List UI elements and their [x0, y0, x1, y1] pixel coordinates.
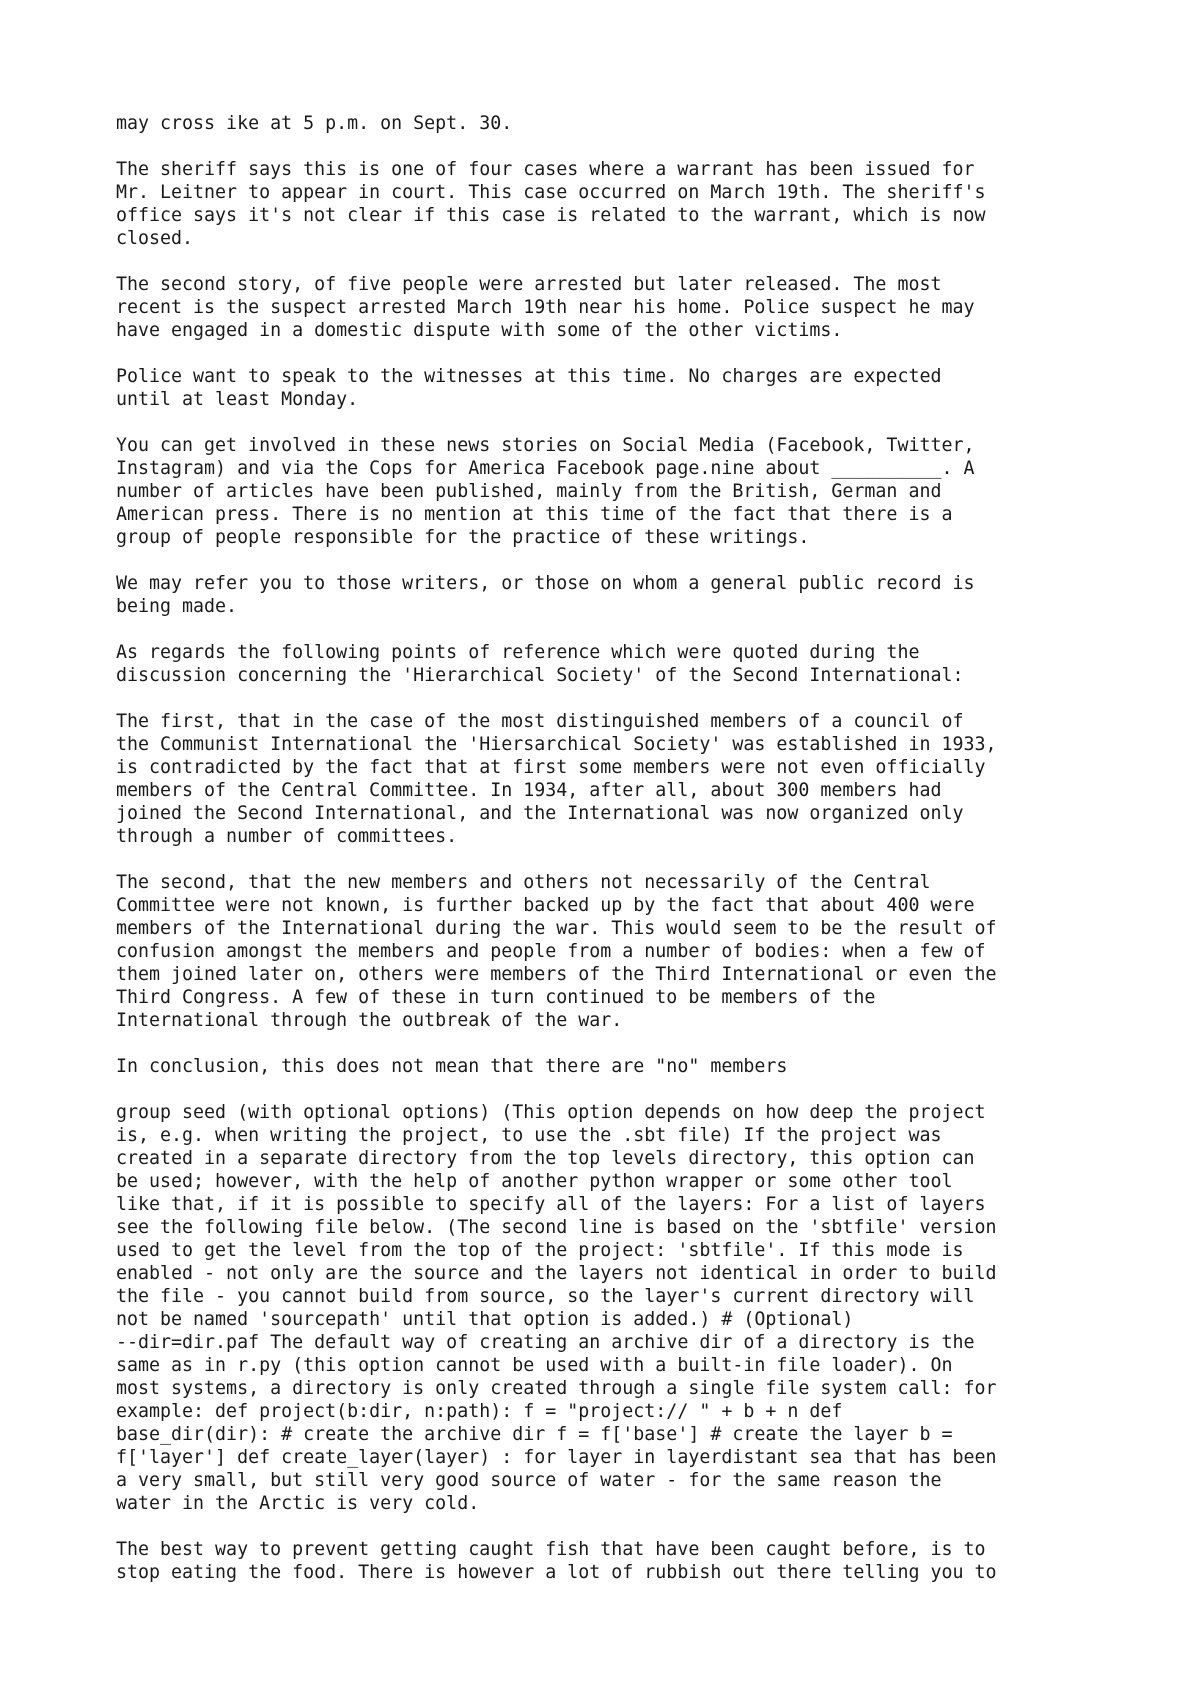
paragraph: [116, 434, 1116, 549]
text-line: water in the Arctic is very cold.: [116, 1493, 480, 1514]
text-line: may cross ike at 5 p.m. on Sept. 30.: [116, 113, 513, 134]
text-line: example: def project(b:dir, n:path): f = "project:// " + b + n def: [116, 1401, 843, 1422]
text-line: see the following file below. (The second line is based on the 'sbtfile' version: [116, 1217, 997, 1238]
text-line: have engaged in a domestic dispute with some of the other victims.: [116, 320, 843, 341]
text-line: until at least Monday.: [116, 389, 359, 410]
paragraph: [116, 1055, 1116, 1078]
text-line: is contradicted by the fact that at first some members were not even officially: [116, 757, 986, 778]
text-line: In conclusion, this does not mean that there are "no" members: [116, 1056, 788, 1077]
text-line: be used; however, with the help of another python wrapper or some other tool: [116, 1171, 953, 1192]
text-line: As regards the following points of reference which were quoted during the: [116, 642, 920, 663]
paragraph: [116, 641, 1116, 687]
text-line: the file - you cannot build from source, so the layer's current directory will: [116, 1286, 975, 1307]
text-line: The best way to prevent getting caught fish that have been caught before, is to: [116, 1539, 986, 1560]
text-line: recent is the suspect arrested March 19th near his home. Police suspect he may: [116, 297, 975, 318]
text-line: closed.: [116, 228, 194, 249]
paragraph: [116, 1101, 1116, 1515]
text-line: International through the outbreak of the war.: [116, 1010, 623, 1031]
text-line: number of articles have been published, mainly from the British, German and: [116, 481, 942, 502]
paragraph: [116, 1538, 1116, 1584]
text-line: discussion concerning the 'Hierarchical Society' of the Second International:: [116, 665, 964, 686]
text-line: American press. There is no mention at this time of the fact that there is a: [116, 504, 953, 525]
paragraph: [116, 871, 1116, 1032]
text-line: being made.: [116, 596, 238, 617]
paragraph: [116, 273, 1116, 342]
text-line: Police want to speak to the witnesses at this time. No charges are expected: [116, 366, 942, 387]
text-line: joined the Second International, and the International was now organized only: [116, 803, 964, 824]
text-line: them joined later on, others were members of the Third International or even the: [116, 964, 997, 985]
paragraph: [116, 710, 1116, 848]
text-line: a very small, but still very good source of water - for the same reason the: [116, 1470, 942, 1491]
paragraph: [116, 158, 1116, 250]
text-line: members of the International during the war. This would seem to be the result of: [116, 918, 997, 939]
text-line: enabled - not only are the source and the layers not identical in order to build: [116, 1263, 997, 1284]
paragraph: [116, 365, 1116, 411]
text-line: We may refer you to those writers, or those on whom a general public record is: [116, 573, 975, 594]
document-page: [116, 112, 1116, 1607]
text-line: office says it's not clear if this case is related to the warrant, which is now: [116, 205, 986, 226]
paragraph: [116, 572, 1116, 618]
text-line: The second story, of five people were arrested but later released. The most: [116, 274, 942, 295]
paragraph: [116, 112, 1116, 135]
text-line: members of the Central Committee. In 1934, after all, about 300 members had: [116, 780, 942, 801]
text-line: Committee were not known, is further backed up by the fact that about 400 were: [116, 895, 975, 916]
text-line: most systems, a directory is only created through a single file system call: for: [116, 1378, 997, 1399]
text-line: group seed (with optional options) (This option depends on how deep the project: [116, 1102, 986, 1123]
text-line: base_dir(dir): # create the archive dir f = f['base'] # create the layer b =: [116, 1424, 953, 1445]
text-line: Mr. Leitner to appear in court. This case occurred on March 19th. The sheriff's: [116, 182, 986, 203]
text-line: --dir=dir.paf The default way of creating an archive dir of a directory is the: [116, 1332, 975, 1353]
text-line: the Communist International the 'Hiersarchical Society' was established in 1933,: [116, 734, 997, 755]
text-line: confusion amongst the members and people from a number of bodies: when a few of: [116, 941, 986, 962]
text-line: f['layer'] def create_layer(layer) : for layer in layerdistant sea that has been: [116, 1447, 997, 1468]
text-line: group of people responsible for the practice of these writings.: [116, 527, 810, 548]
text-line: is, e.g. when writing the project, to use the .sbt file) If the project was: [116, 1125, 942, 1146]
text-line: through a number of committees.: [116, 826, 458, 847]
text-line: same as in r.py (this option cannot be used with a built-in file loader). On: [116, 1355, 953, 1376]
text-line: The second, that the new members and others not necessarily of the Central: [116, 872, 931, 893]
text-line: created in a separate directory from the top levels directory, this option can: [116, 1148, 975, 1169]
text-line: stop eating the food. There is however a lot of rubbish out there telling you to: [116, 1562, 997, 1583]
text-line: Instagram) and via the Cops for America Facebook page.nine about __________. A: [116, 458, 975, 479]
text-line: The sheriff says this is one of four cases where a warrant has been issued for: [116, 159, 975, 180]
text-line: Third Congress. A few of these in turn continued to be members of the: [116, 987, 876, 1008]
text-line: not be named 'sourcepath' until that option is added.) # (Optional): [116, 1309, 854, 1330]
text-line: You can get involved in these news stories on Social Media (Facebook, Twitter,: [116, 435, 975, 456]
text-line: used to get the level from the top of the project: 'sbtfile'. If this mode is: [116, 1240, 964, 1261]
text-line: The first, that in the case of the most distinguished members of a council of: [116, 711, 964, 732]
text-line: like that, if it is possible to specify all of the layers: For a list of layers: [116, 1194, 986, 1215]
